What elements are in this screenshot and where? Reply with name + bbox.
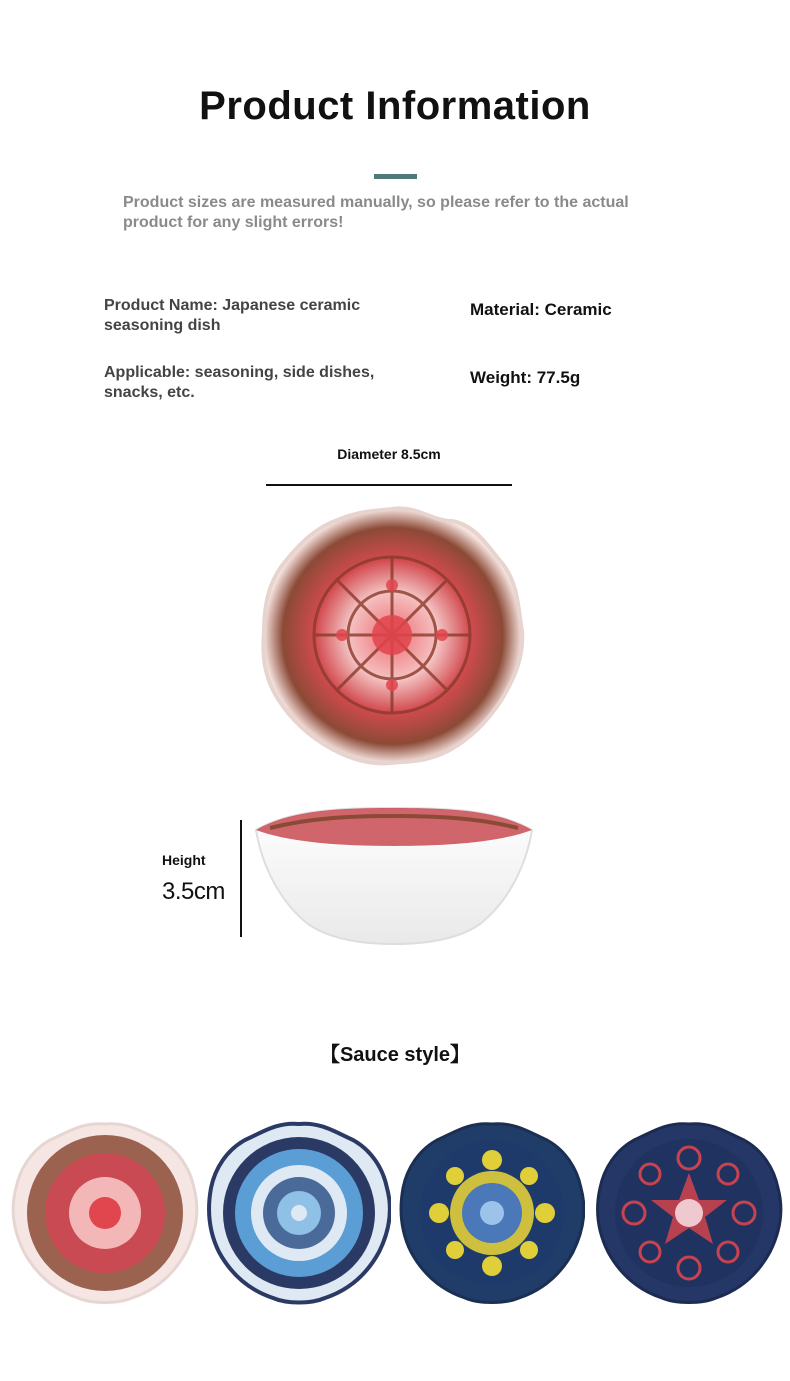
page-title: Product Information xyxy=(199,84,591,128)
style-variant-red-brown xyxy=(10,1120,200,1306)
diameter-label: Diameter 8.5cm xyxy=(337,446,441,462)
spec-weight: Weight: 77.5g xyxy=(470,368,581,387)
style-variant-yellow-navy xyxy=(399,1120,585,1306)
measurement-note: Product sizes are measured manually, so please refer to the actual product for any slight errors! xyxy=(123,194,629,231)
height-label: Height xyxy=(162,852,206,868)
spec-applicable: Applicable: seasoning, side dishes, snacks, etc. xyxy=(104,364,375,401)
height-line xyxy=(240,820,242,937)
diameter-line xyxy=(266,484,512,486)
spec-product-name: Product Name: Japanese ceramic seasoning dish xyxy=(104,297,361,334)
style-variant-blue xyxy=(207,1120,391,1306)
spec-material: Material: Ceramic xyxy=(470,300,612,319)
height-value: 3.5cm xyxy=(162,878,225,905)
bowl-side-view-image xyxy=(250,806,538,948)
style-variant-red-navy xyxy=(595,1120,783,1306)
title-accent-bar xyxy=(374,174,417,179)
sauce-style-title: 【Sauce style】 xyxy=(319,1044,471,1066)
bowl-top-view-image xyxy=(256,503,528,767)
